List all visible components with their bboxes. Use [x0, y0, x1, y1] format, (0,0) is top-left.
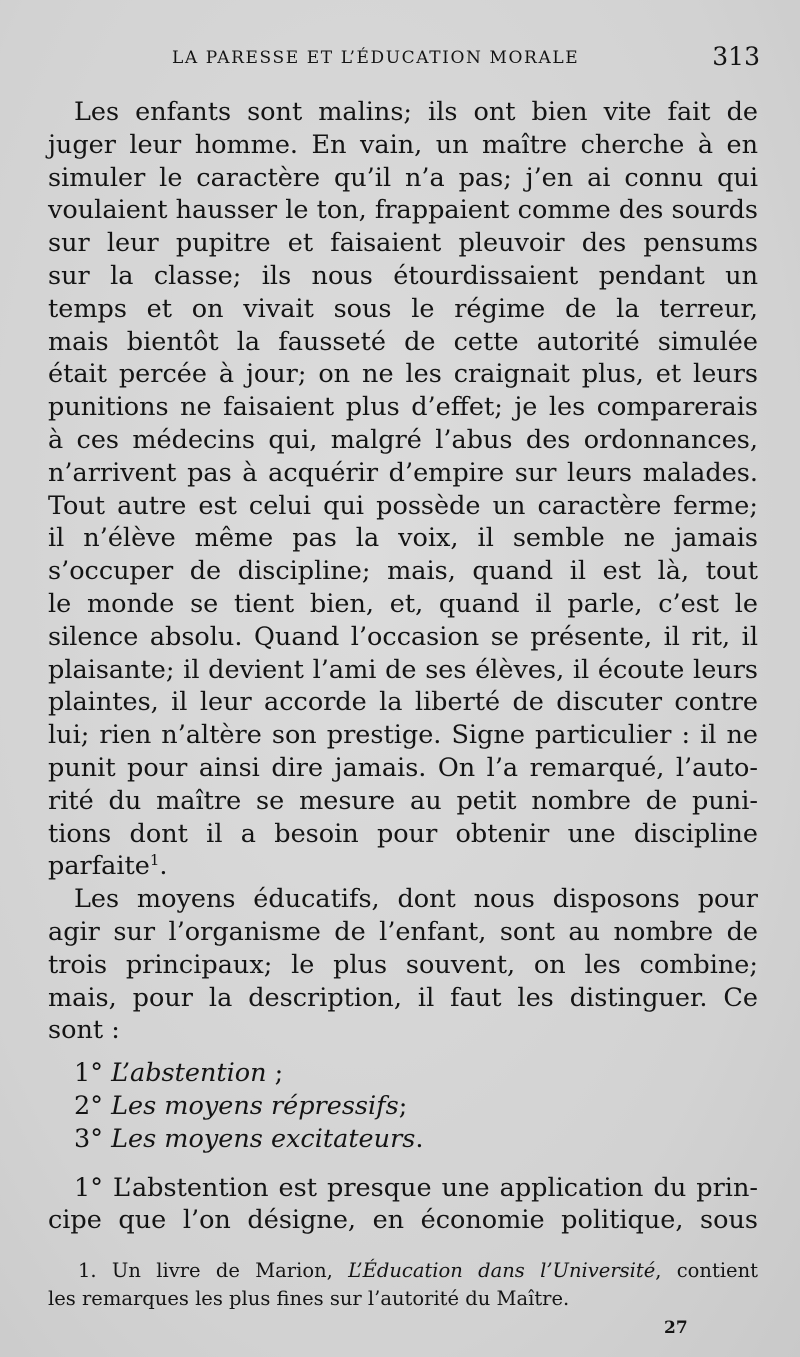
footnote-reference: 1 [149, 851, 160, 870]
text-line: s’occuper de discipline; mais, quand il est là, tout [48, 556, 758, 587]
list-item-punct: . [415, 1123, 424, 1154]
list-item-text: L’abstention [111, 1058, 267, 1089]
list-number: 3° [74, 1123, 103, 1154]
text-line: mais bientôt la fausseté de cette autorité simulée [48, 326, 758, 357]
list-item [48, 1090, 758, 1123]
list-number: 2° [74, 1090, 103, 1121]
text-line-final [48, 850, 758, 883]
list-item-text: Les moyens répressifs [111, 1090, 399, 1121]
paragraph-2 [48, 883, 758, 1047]
text-line: plaisante; il devient l’ami de ses élèves, il écoute leurs [48, 654, 758, 685]
text-line: à ces médecins qui, malgré l’abus des ordonnances, [48, 424, 758, 455]
numbered-list [48, 1057, 758, 1155]
text-line: n’arrivent pas à acquérir d’empire sur leurs malades. [48, 457, 758, 488]
text-line: agir sur l’organisme de l’enfant, sont au nombre de [48, 916, 758, 947]
text-line: punitions ne faisaient plus d’effet; je les comparerais [48, 392, 758, 423]
text-line: le monde se tient bien, et, quand il parle, c’est le [48, 588, 758, 619]
text-line: cipe que l’on désigne, en économie politique, sous [48, 1205, 758, 1236]
list-item-punct: ; [266, 1058, 284, 1089]
page-header [48, 40, 760, 76]
paragraph-1 [48, 96, 758, 883]
text-line: juger leur homme. En vain, un maître cherche à en [48, 129, 758, 160]
list-item-text: Les moyens excitateurs [111, 1123, 416, 1154]
footnote-line: les remarques les plus fines sur l’autorité du Maître. [48, 1287, 570, 1310]
list-item [48, 1057, 758, 1090]
text-line: plaintes, il leur accorde la liberté de discuter contre [48, 687, 758, 718]
paragraph-3 [48, 1172, 758, 1238]
text-line: trois principaux; le plus souvent, on les combine; [48, 949, 758, 980]
text-line: il n’élève même pas la voix, il semble ne jamais [48, 523, 758, 554]
footnote-text: Un livre de Marion, [111, 1259, 333, 1282]
text-line: sur leur pupitre et faisaient pleuvoir des pensums [48, 228, 758, 259]
text-line: punit pour ainsi dire jamais. On l’a remarqué, l’auto- [48, 752, 758, 783]
text-line: Tout autre est celui qui possède un caractère ferme; [48, 490, 758, 521]
body-text [48, 96, 758, 1237]
footnote-text: , contient [655, 1259, 758, 1282]
paragraph-end-word: parfaite [48, 851, 150, 882]
text-line: sont : [48, 1015, 120, 1046]
text-line: temps et on vivait sous le régime de la terreur, [48, 293, 758, 324]
page-number: 313 [712, 42, 760, 71]
text-line: sur la classe; ils nous étourdissaient pendant un [48, 260, 758, 291]
list-number: 1° [74, 1058, 103, 1089]
text-line: simuler le caractère qu’il n’a pas; j’en ai connu qui [48, 162, 758, 193]
text-line: lui; rien n’altère son prestige. Signe particulier : il ne [48, 720, 758, 751]
text-line: Les enfants sont malins; ils ont bien vite fait de [74, 97, 758, 127]
text-line: silence absolu. Quand l’occasion se présente, il rit, il [48, 621, 758, 652]
text-line: 1° L’abstention est presque une application du prin- [74, 1172, 758, 1203]
paragraph-end-punct: . [159, 851, 168, 882]
text-line: voulaient hausser le ton, frappaient comme des sourds [48, 195, 758, 226]
text-line: Les moyens éducatifs, dont nous disposons pour [74, 884, 758, 915]
running-head: LA PARESSE ET L’ÉDUCATION MORALE [172, 48, 580, 68]
footnote-number: 1. [78, 1259, 97, 1282]
footnote-title: L’Éducation dans l’Université [348, 1259, 656, 1282]
text-line: tions dont il a besoin pour obtenir une discipline [48, 818, 758, 849]
list-item [48, 1123, 758, 1156]
signature-mark: 27 [664, 1318, 688, 1338]
footnote-line [48, 1257, 758, 1285]
text-line: mais, pour la description, il faut les distinguer. Ce [48, 982, 758, 1013]
text-line: rité du maître se mesure au petit nombre de puni- [48, 785, 758, 816]
text-line: était percée à jour; on ne les craignait plus, et leurs [48, 359, 758, 390]
list-item-punct: ; [398, 1090, 408, 1121]
footnote [48, 1257, 758, 1313]
